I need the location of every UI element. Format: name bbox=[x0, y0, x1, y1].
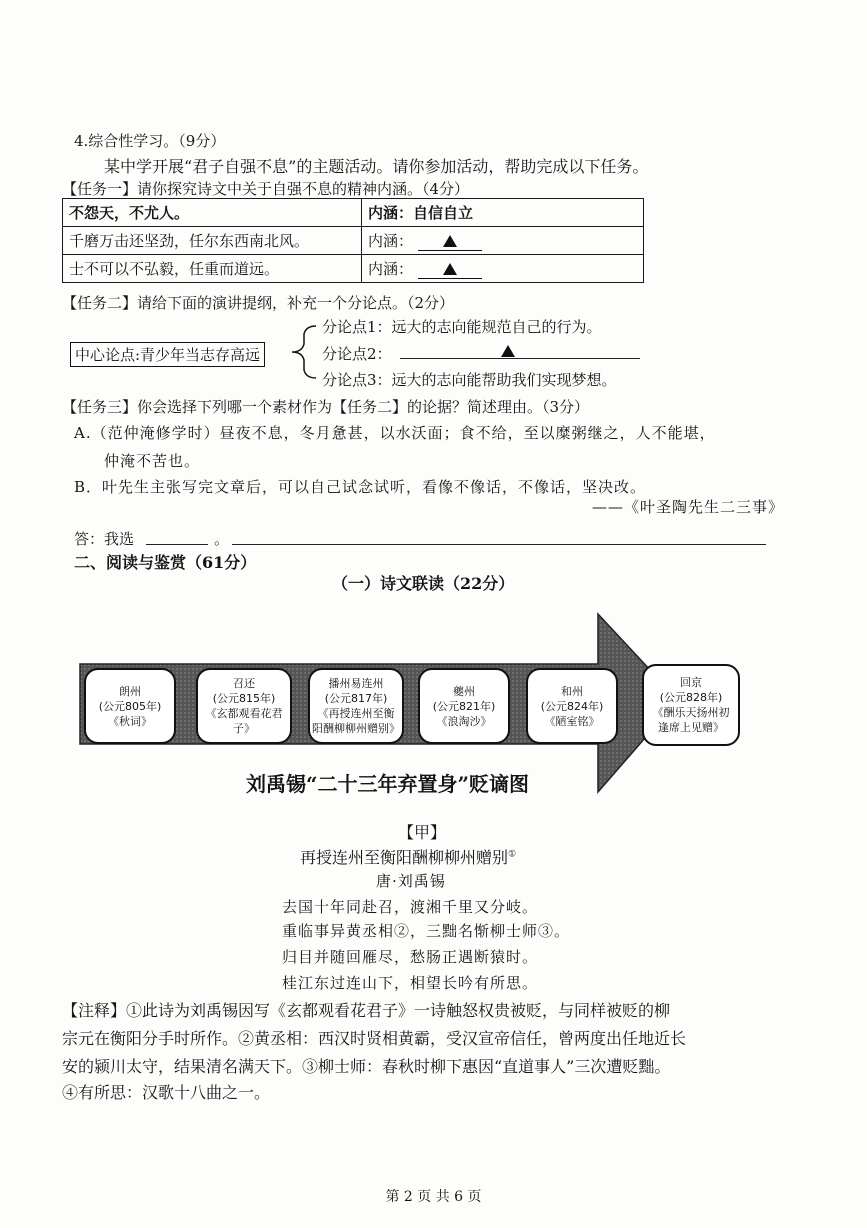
timeline-node-huijing bbox=[642, 664, 740, 746]
node-place: 播州易连州 bbox=[328, 677, 384, 690]
poem-title bbox=[300, 845, 516, 868]
task1-heading: 【任务一】请你探究诗文中关于自强不息的精神内涵。（4分） bbox=[62, 180, 470, 198]
timeline-node-langzhou bbox=[84, 668, 176, 744]
node-work-cont: 子》 bbox=[233, 722, 255, 735]
page-footer: 第 2 页 共 6 页 bbox=[385, 1189, 482, 1205]
poem-line: 重临事异黄丞相②，三黜名惭柳士师③。 bbox=[282, 922, 571, 940]
question-title: 4.综合性学习。（9分） bbox=[74, 132, 226, 150]
poem-title-text: 再授连州至衡阳酬柳柳州赠别 bbox=[300, 848, 509, 867]
node-place: 和州 bbox=[561, 684, 583, 698]
task3-heading: 【任务三】你会选择下列哪一个素材作为【任务二】的论据？简述理由。（3分） bbox=[62, 398, 590, 416]
poem-line: 去国十年同赴召，渡湘千里又分岐。 bbox=[282, 898, 539, 916]
option-a-cont: 仲淹不苦也。 bbox=[104, 452, 201, 470]
timeline-node-hezhou bbox=[526, 668, 618, 744]
central-thesis-box: 中心论点:青少年当志存高远 bbox=[70, 342, 265, 367]
section-title: 二、阅读与鉴赏（61分） bbox=[74, 553, 257, 572]
node-work-cont: 阳酬柳柳州赠别》 bbox=[312, 722, 400, 735]
timeline-node-zhaohuan bbox=[196, 668, 292, 744]
task2-heading: 【任务二】请给下面的演讲提纲，补充一个分论点。（2分） bbox=[62, 294, 455, 312]
node-year: (公元815年) bbox=[212, 692, 276, 705]
answer-prefix: 答：我选 bbox=[74, 530, 135, 548]
node-year: (公元805年) bbox=[98, 699, 162, 713]
node-year: (公元821年) bbox=[432, 699, 496, 713]
node-work: 《酬乐天扬州初 bbox=[652, 706, 730, 719]
option-a: A.（范仲淹修学时）昼夜不息，冬月惫甚，以水沃面；食不给，至以糜粥继之，人不能堪， bbox=[74, 424, 716, 442]
notes-line: 安的颍川太守，结果清名满天下。③柳士师：春秋时柳下惠因“直道事人”三次遭贬黜。 bbox=[62, 1057, 671, 1076]
notes-line: 宗元在衡阳分手时所作。②黄丞相：西汉时贤相黄霸，受汉宣帝信任，曾两度出任地近长 bbox=[62, 1029, 687, 1048]
table-cell: 千磨万击还坚劲，任尔东西南北风。 bbox=[63, 227, 362, 255]
option-b: B．叶先生主张写完文章后，可以自己试念试听，看像不像话，不像话，坚决改。 bbox=[74, 478, 647, 496]
meaning-label: 内涵： bbox=[368, 260, 414, 278]
sub-point-2: 分论点2： bbox=[322, 345, 392, 363]
notes-line: 【注释】①此诗为刘禹锡因写《玄都观看花君子》一诗触怒权贵被贬，与同样被贬的柳 bbox=[62, 1001, 671, 1020]
table-cell: 士不可以不弘毅，任重而道远。 bbox=[63, 255, 362, 283]
timeline-node-kuizhou bbox=[418, 668, 510, 744]
node-year: (公元817年) bbox=[324, 692, 388, 705]
meaning-label: 内涵： bbox=[368, 232, 414, 250]
timeline-caption: 刘禹锡“二十三年弃置身”贬谪图 bbox=[246, 772, 530, 796]
question-intro: 某中学开展“君子自强不息”的主题活动。请你参加活动，帮助完成以下任务。 bbox=[104, 157, 649, 176]
notes-line: ④有所思：汉歌十八曲之一。 bbox=[62, 1083, 271, 1102]
node-work: 《再授连州至衡 bbox=[317, 707, 395, 720]
node-place: 夔州 bbox=[453, 684, 475, 698]
node-year: (公元824年) bbox=[540, 699, 604, 713]
node-place: 朗州 bbox=[119, 684, 141, 698]
sub-point-1: 分论点1：远大的志向能规范自己的行为。 bbox=[322, 318, 602, 336]
node-work-cont: 逢席上见赠》 bbox=[658, 721, 724, 734]
node-work: 《玄都观看花君 bbox=[205, 707, 283, 720]
option-b-source: ——《叶圣陶先生二三事》 bbox=[592, 498, 785, 516]
table-cell: 内涵：自信自立 bbox=[362, 199, 644, 227]
node-work: 《陋室铭》 bbox=[544, 714, 600, 728]
node-work: 《浪淘沙》 bbox=[436, 714, 492, 728]
footnote-mark: ① bbox=[508, 849, 517, 860]
node-place: 召还 bbox=[233, 677, 255, 690]
node-place: 回京 bbox=[680, 676, 702, 689]
table-cell: 不怨天，不尤人。 bbox=[63, 199, 362, 227]
node-year: (公元828年) bbox=[659, 691, 723, 704]
timeline-node-bozhou bbox=[308, 668, 404, 744]
poem-author: 唐·刘禹锡 bbox=[376, 872, 446, 890]
answer-period: 。 bbox=[214, 530, 230, 548]
poem-line: 桂江东过连山下，相望长吟有所思。 bbox=[282, 974, 539, 992]
subsection-title: （一）诗文联读（22分） bbox=[332, 574, 515, 593]
poem-line: 归目并随回雁尽，愁肠正遇断猿时。 bbox=[282, 948, 539, 966]
poem-label: 【甲】 bbox=[398, 823, 447, 842]
node-work: 《秋词》 bbox=[108, 714, 152, 728]
sub-point-3: 分论点3：远大的志向能帮助我们实现梦想。 bbox=[322, 371, 617, 389]
